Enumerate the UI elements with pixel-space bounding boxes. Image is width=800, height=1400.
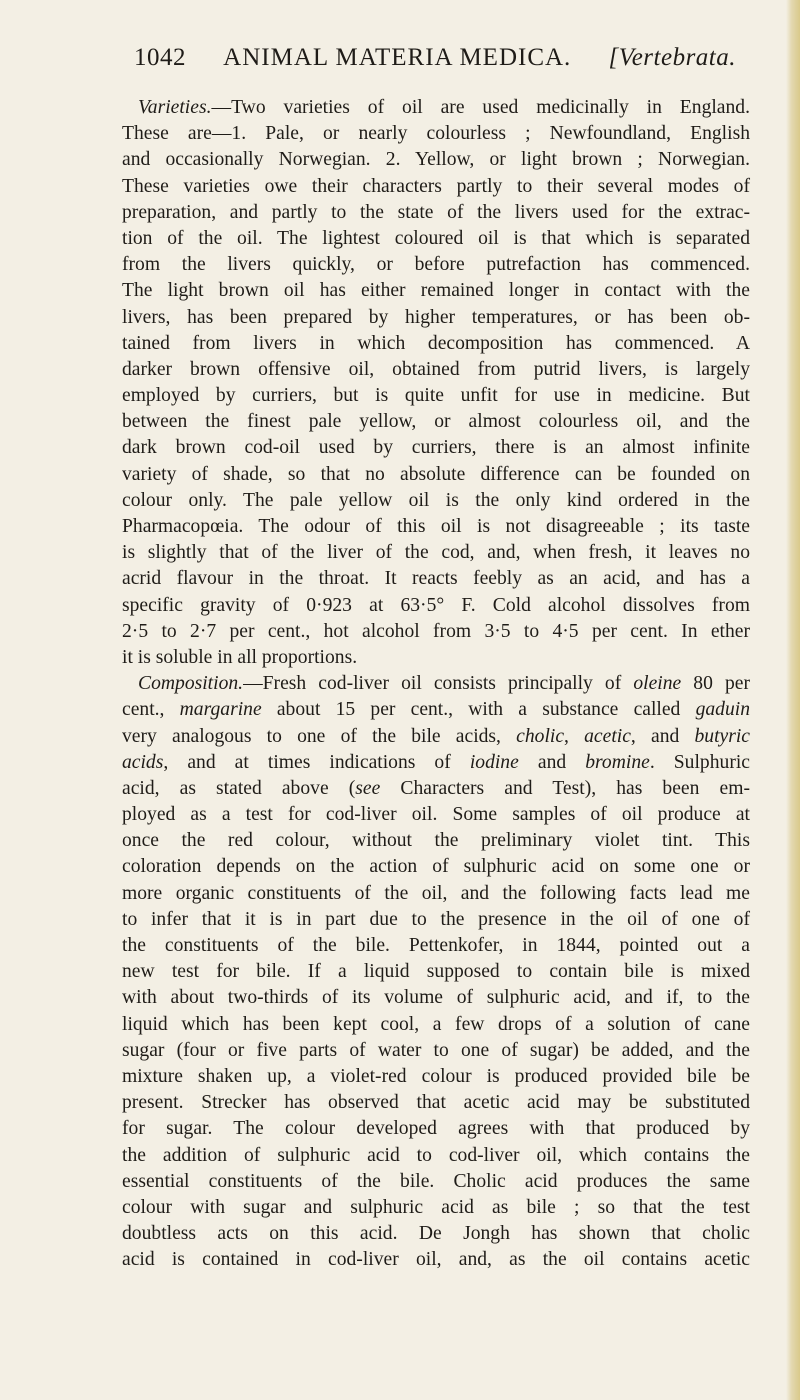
text-run: ployed as a test for cod-liver oil. Some samples of oil produce at [122, 804, 750, 826]
text-line [122, 409, 750, 435]
italic-text: Composition. [138, 673, 244, 695]
text-run: and [518, 751, 586, 773]
text-run: 2·5 to 2·7 per cent., hot alcohol from 3·5 to 4·5 per cent. In ether [122, 620, 750, 642]
text-run: employed by curriers, but is quite unfit for use in medicine. But [122, 385, 750, 407]
text-line [122, 357, 750, 383]
text-run: sugar (four or five parts of water to one of sugar) be added, and the [122, 1039, 750, 1061]
text-line [122, 593, 750, 619]
italic-text: iodine [469, 751, 519, 773]
italic-text: cholic [516, 725, 565, 747]
text-run: very analogous to one of the bile acids, [122, 725, 517, 747]
text-line [122, 1012, 750, 1038]
text-line [122, 566, 750, 592]
text-run: preparation, and partly to the state of the livers used for the extrac- [122, 201, 750, 223]
section-label: [Vertebrata. [608, 44, 736, 71]
italic-text: butyric [694, 725, 750, 747]
italic-text: margarine [179, 699, 262, 721]
text-run: liquid which has been kept cool, a few drops of a solution of cane [122, 1013, 750, 1035]
text-run: , and at times indications of [163, 751, 470, 773]
text-run: variety of shade, so that no absolute difference can be founded on [122, 463, 750, 485]
text-line [122, 645, 750, 671]
text-line [122, 383, 750, 409]
text-run: acid, as stated above ( [122, 777, 356, 799]
text-run: between the finest pale yellow, or almost colourless oil, and the [122, 411, 750, 433]
text-line [122, 147, 750, 173]
text-run: These are—1. Pale, or nearly colourless ; Newfoundland, English [122, 123, 750, 145]
text-line [122, 1221, 750, 1247]
text-run: , [564, 725, 585, 747]
text-line [122, 933, 750, 959]
text-run: it is soluble in all proportions. [122, 646, 358, 668]
paragraph [122, 671, 750, 1273]
text-run: Pharmacopœia. The odour of this oil is not disagreeable ; its taste [122, 516, 750, 537]
text-line [122, 1195, 750, 1221]
text-line [122, 488, 750, 514]
text-line [122, 697, 750, 723]
text-line [122, 724, 750, 750]
text-run: doubtless acts on this acid. De Jongh has shown that cholic [122, 1223, 750, 1245]
text-run: tion of the oil. The lightest coloured oil is that which is separated [122, 227, 750, 249]
text-run: Characters and Test), has been em- [380, 777, 750, 799]
text-run: , and [630, 725, 695, 747]
text-line [122, 200, 750, 226]
text-run: and occasionally Norwegian. 2. Yellow, or light brown ; Norwegian. [122, 149, 750, 171]
text-line [122, 776, 750, 802]
italic-text: gaduin [695, 699, 750, 721]
text-run: once the red colour, without the preliminary violet tint. This [122, 830, 750, 852]
text-run: is slightly that of the liver of the cod, and, when fresh, it leaves no [122, 542, 750, 564]
italic-text: bromine [585, 751, 650, 773]
paragraph [122, 95, 750, 671]
text-run: about 15 per cent., with a substance called [261, 699, 696, 721]
text-line [122, 854, 750, 880]
text-run: present. Strecker has observed that acetic acid may be substituted [122, 1092, 750, 1114]
text-line [122, 1247, 750, 1273]
text-line [122, 462, 750, 488]
text-line [122, 278, 750, 304]
italic-text: Varieties. [138, 97, 212, 118]
text-run: the addition of sulphuric acid to cod-liver oil, which contains the [122, 1144, 750, 1166]
italic-text: acetic [584, 725, 631, 747]
text-line [122, 305, 750, 331]
text-line [122, 959, 750, 985]
text-line [122, 514, 750, 540]
text-line [122, 671, 750, 697]
text-line [122, 252, 750, 278]
text-run: These varieties owe their characters partly to their several modes of [122, 175, 750, 197]
text-line [122, 619, 750, 645]
body-text [122, 95, 750, 1273]
text-run: with about two-thirds of its volume of sulphuric acid, and if, to the [122, 987, 750, 1009]
text-line [122, 95, 750, 121]
text-line [122, 1143, 750, 1169]
text-run: new test for bile. If a liquid supposed to contain bile is mixed [122, 961, 750, 983]
italic-text: oleine [633, 673, 682, 695]
text-run: livers, has been prepared by higher temperatures, or has been ob- [122, 306, 750, 328]
italic-text: see [355, 777, 381, 799]
text-line [122, 1064, 750, 1090]
page-number: 1042 [134, 44, 186, 71]
text-line [122, 750, 750, 776]
text-line [122, 1169, 750, 1195]
text-run: —Two varieties of oil are used medicinally in England. [211, 97, 750, 118]
text-line [122, 1090, 750, 1116]
text-line [122, 828, 750, 854]
text-run: for sugar. The colour developed agrees with that produced by [122, 1118, 750, 1140]
text-run: darker brown offensive oil, obtained from putrid livers, is largely [122, 358, 750, 380]
text-run: specific gravity of 0·923 at 63·5° F. Cold alcohol dissolves from [122, 594, 750, 616]
text-run: more organic constituents of the oil, and the following facts lead me [122, 882, 750, 904]
text-line [122, 1116, 750, 1142]
running-title: ANIMAL MATERIA MEDICA. [223, 44, 572, 71]
text-run: the constituents of the bile. Pettenkofer, in 1844, pointed out a [122, 935, 750, 956]
text-line [122, 435, 750, 461]
text-line [122, 121, 750, 147]
text-run: 80 per [681, 673, 750, 695]
text-run: The light brown oil has either remained longer in contact with the [122, 280, 750, 302]
text-line [122, 802, 750, 828]
page-edge [786, 0, 800, 1400]
text-run: to infer that it is in part due to the presence in the oil of one of [122, 908, 750, 930]
text-run: colour only. The pale yellow oil is the only kind ordered in the [122, 489, 750, 511]
text-line [122, 540, 750, 566]
text-run: acid is contained in cod-liver oil, and, as the oil contains acetic [122, 1249, 750, 1271]
text-line [122, 226, 750, 252]
text-run: tained from livers in which decomposition has commenced. A [122, 332, 750, 354]
text-run: —Fresh cod-liver oil consists principally of [243, 673, 634, 695]
text-run: essential constituents of the bile. Cholic acid produces the same [122, 1170, 750, 1192]
text-line [122, 907, 750, 933]
text-run: dark brown cod-oil used by curriers, there is an almost infinite [122, 437, 750, 459]
text-run: mixture shaken up, a violet-red colour is produced provided bile be [122, 1065, 750, 1087]
text-run: cent., [122, 699, 180, 721]
text-run: coloration depends on the action of sulphuric acid on some one or [122, 856, 750, 878]
text-line [122, 331, 750, 357]
text-run: acrid flavour in the throat. It reacts feebly as an acid, and has a [122, 568, 750, 590]
text-line [122, 985, 750, 1011]
text-line [122, 1038, 750, 1064]
text-line [122, 881, 750, 907]
text-run: colour with sugar and sulphuric acid as bile ; so that the test [122, 1196, 750, 1218]
italic-text: acids [122, 751, 164, 773]
text-line [122, 174, 750, 200]
text-run: from the livers quickly, or before putrefaction has commenced. [122, 254, 750, 276]
running-header [134, 44, 736, 72]
text-run: . Sulphuric [649, 751, 750, 773]
